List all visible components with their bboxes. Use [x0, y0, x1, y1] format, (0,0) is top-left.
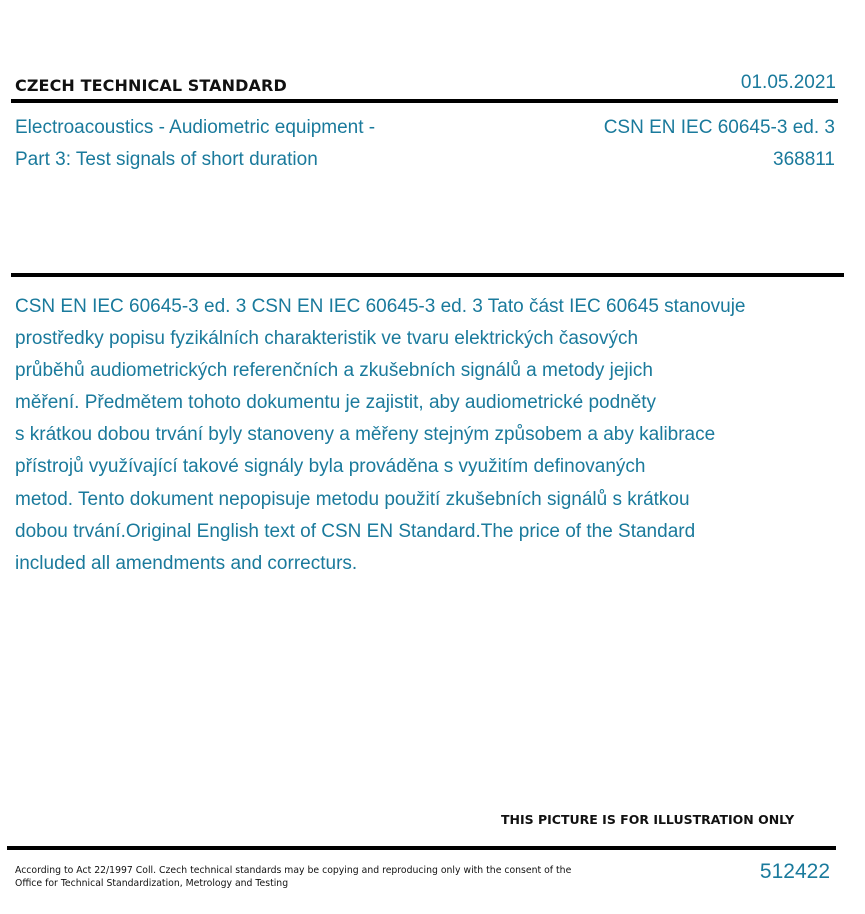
classification-number: 368811 — [773, 149, 835, 170]
document-title-line-2: Part 3: Test signals of short duration — [15, 149, 318, 170]
document-number: 512422 — [759, 860, 830, 883]
bottom-divider — [7, 846, 836, 850]
middle-divider — [11, 273, 844, 277]
document-title-line-1: Electroacoustics - Audiometric equipment - — [15, 117, 376, 138]
top-divider — [11, 99, 838, 103]
publication-date: 01.05.2021 — [740, 72, 836, 93]
legal-notice: According to Act 22/1997 Coll. Czech technical standards may be copying and reproducing only with the consent of the Office for Technical Standardization, Metrology and Testing — [15, 865, 572, 889]
standard-code: CSN EN IEC 60645-3 ed. 3 — [603, 117, 835, 138]
illustration-notice: THIS PICTURE IS FOR ILLUSTRATION ONLY — [501, 812, 795, 827]
document-abstract: CSN EN IEC 60645-3 ed. 3 CSN EN IEC 60645-3 ed. 3 Tato část IEC 60645 stanovuje prostředky popisu fyzikálních charakteristik ve tvaru elektrických časových průběhů audiometrických referenčních a zkušebních signálů a metody jejich měření. Předmětem tohoto dokumentu je zajistit, aby audiometrické podněty s krátkou dobou trvání byly stanoveny a měřeny stejným způsobem a aby kalibrace přístrojů využívající takové signály byla prováděna s využitím definovaných metod. Tento dokument nepopisuje metodu použití zkušebních signálů s krátkou dobou trvání.Original English text of CSN EN Standard.The price of the Standard included all amendments and correcturs. — [15, 296, 746, 574]
standard-type-label: CZECH TECHNICAL STANDARD — [15, 76, 287, 95]
